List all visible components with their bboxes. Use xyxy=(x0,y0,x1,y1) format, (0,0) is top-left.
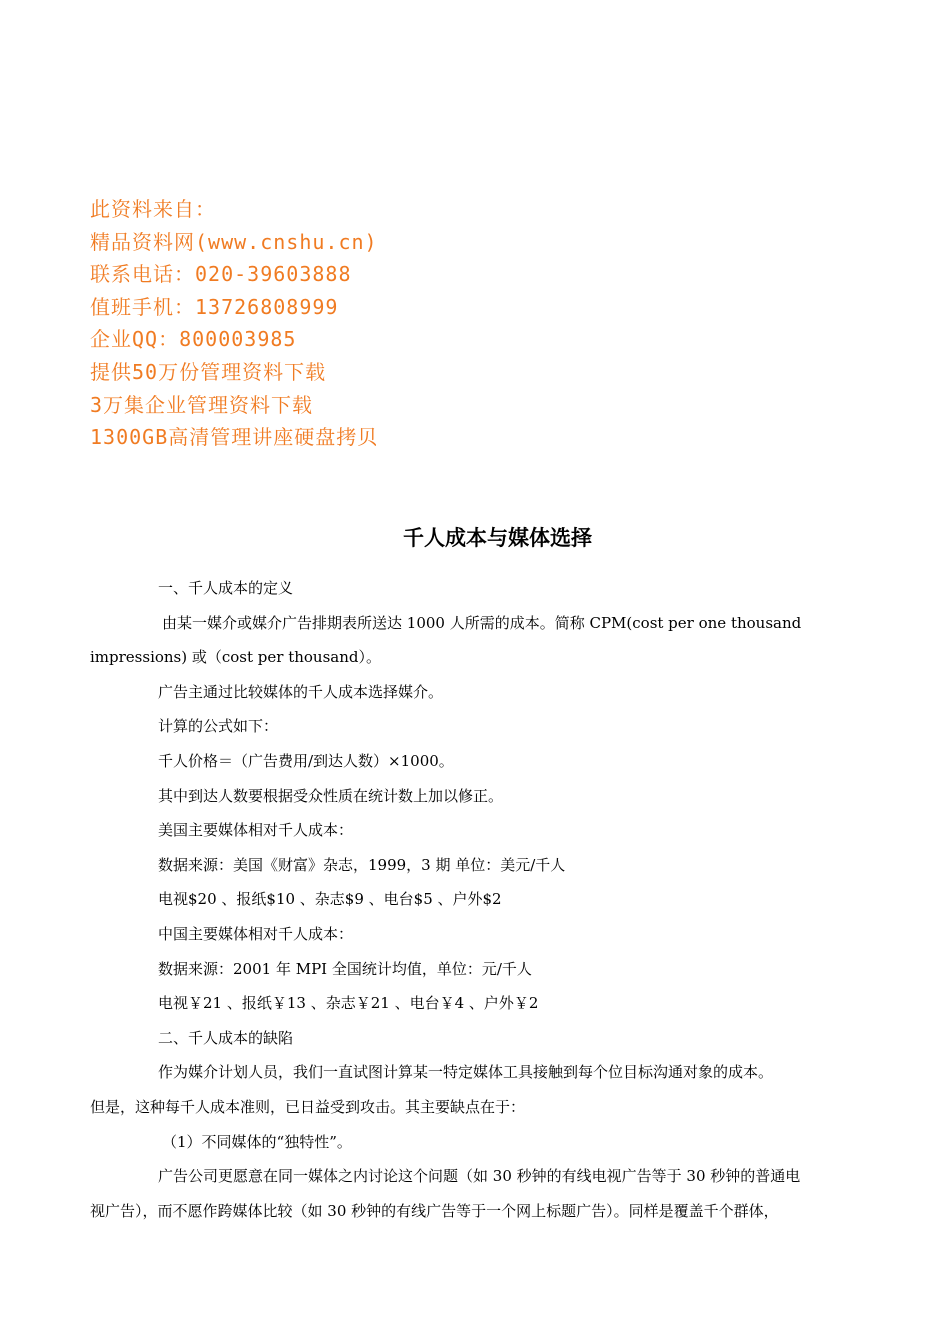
page-title: 千人成本与媒体选择 xyxy=(403,526,592,550)
promo-line-phone: 联系电话：020-39603888 xyxy=(90,262,352,287)
definition-line-1: 由某一媒介或媒介广告排期表所送达 1000 人所需的成本。简称 CPM(cost per one thousand xyxy=(162,613,802,632)
paragraph-agency-line-1: 广告公司更愿意在同一媒体之内讨论这个问题（如 30 秒钟的有线电视广告等于 30 秒钟的普通电 xyxy=(158,1167,801,1186)
paragraph-cn-values: 电视￥21 、报纸￥13 、杂志￥21 、电台￥4 、户外￥2 xyxy=(158,994,539,1013)
paragraph-planner-line-2: 但是，这种每千人成本准则，已日益受到攻击。其主要缺点在于： xyxy=(90,1097,526,1116)
promo-line-offer-lectures: 1300GB高清管理讲座硬盘拷贝 xyxy=(90,425,379,450)
paragraph-compare: 广告主通过比较媒体的千人成本选择媒介。 xyxy=(158,682,444,701)
promo-line-mobile: 值班手机：13726808999 xyxy=(90,294,339,319)
paragraph-agency-line-2: 视广告），而不愿作跨媒体比较（如 30 秒钟的有线广告等于一个网上标题广告）。同样是覆盖千个群体， xyxy=(90,1201,779,1220)
promo-line-offer-docs: 提供50万份管理资料下载 xyxy=(90,359,327,384)
section-heading-definition: 一、千人成本的定义 xyxy=(158,579,294,597)
promo-line-qq: 企业QQ：800003985 xyxy=(90,327,297,352)
document-body xyxy=(90,571,860,1228)
paragraph-us-heading: 美国主要媒体相对千人成本： xyxy=(158,821,354,840)
definition-line-2: impressions) 或（cost per thousand）。 xyxy=(90,648,381,667)
section-heading-defects: 二、千人成本的缺陷 xyxy=(158,1028,294,1047)
promo-line-website: 精品资料网(www.cnshu.cn) xyxy=(90,229,378,254)
paragraph-us-values: 电视$20 、报纸$10 、杂志$9 、电台$5 、户外$2 xyxy=(158,890,502,909)
promo-line-offer-videos: 3万集企业管理资料下载 xyxy=(90,392,314,417)
paragraph-point-1: （1）不同媒体的“独特性”。 xyxy=(162,1132,352,1151)
paragraph-formula-intro: 计算的公式如下： xyxy=(158,717,279,736)
paragraph-us-source: 数据来源：美国《财富》杂志，1999，3 期 单位：美元/千人 xyxy=(158,855,566,874)
paragraph-formula: 千人价格＝（广告费用/到达人数）×1000。 xyxy=(158,751,454,770)
paragraph-cn-heading: 中国主要媒体相对千人成本： xyxy=(158,924,354,943)
paragraph-planner-line-1: 作为媒介计划人员，我们一直试图计算某一特定媒体工具接触到每个位目标沟通对象的成本。 xyxy=(158,1063,774,1082)
paragraph-cn-source: 数据来源：2001 年 MPI 全国统计均值，单位：元/千人 xyxy=(158,959,532,978)
promo-block xyxy=(90,193,590,454)
paragraph-correction: 其中到达人数要根据受众性质在统计数上加以修正。 xyxy=(158,786,504,805)
promo-line-source: 此资料来自： xyxy=(90,197,216,221)
